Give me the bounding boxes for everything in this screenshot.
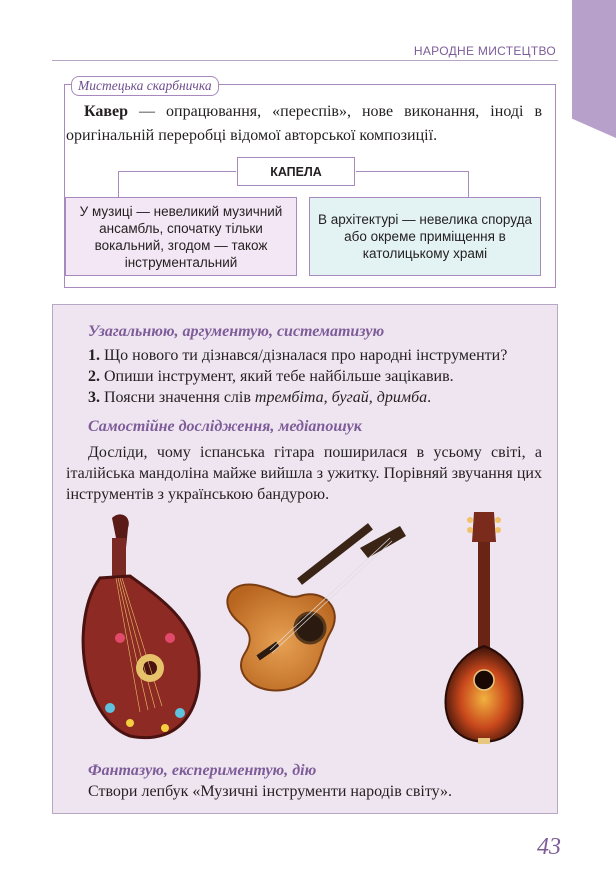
connector-left — [118, 171, 236, 172]
heading-create: Фантазую, експериментую, дію — [88, 762, 317, 779]
glossary-label: Мистецька скарбничка — [71, 76, 219, 96]
section-title: НАРОДНЕ МИСТЕЦТВО — [413, 44, 556, 58]
bandura-image — [83, 514, 199, 737]
concept-title: КАПЕЛА — [237, 157, 355, 186]
header-rule — [52, 60, 558, 61]
heading-generalize: Узагальнюю, аргументую, систематизую — [88, 323, 385, 340]
research-text: Досліди, чому іспанська гітара поширилася в усьому світі, а італійська мандоліна майже вийшла з ужитку. Порівняй звучання цих інструментів з українською бандурою. — [66, 444, 542, 503]
mandolin-image — [445, 512, 522, 744]
connector-right — [356, 171, 469, 172]
page-number: 43 — [537, 834, 561, 860]
instruments-illustration — [60, 508, 550, 758]
cover-definition — [66, 100, 542, 148]
music-meaning: У музиці — невеликий музичний ансамбль, спочатку тільки вокальний, згодом — також інструментальний — [65, 197, 297, 276]
task-3: 3. Поясни значення слів трембіта, бугай, дримба. — [88, 389, 432, 406]
task-1: 1. Що нового ти дізнався/дізналася про народні інструменти? — [88, 347, 508, 364]
connector-left-down — [118, 171, 119, 197]
guitar-image — [227, 523, 406, 690]
term: Кавер — [84, 103, 129, 120]
definition-text: — опрацювання, «переспів», нове виконання, іноді в оригінальній переробці відомої авторської композиції. — [66, 103, 542, 144]
corner-tab — [572, 0, 616, 138]
heading-research: Самостійне дослідження, медіапошук — [88, 418, 362, 435]
connector-right-down — [468, 171, 469, 197]
task-2: 2. Опиши інструмент, який тебе найбільше зацікавив. — [88, 368, 454, 385]
architecture-meaning: В архітектурі — невелика споруда або окреме приміщення в католицькому храмі — [309, 197, 541, 276]
final-task: Створи лепбук «Музичні інструменти народів світу». — [88, 783, 453, 800]
